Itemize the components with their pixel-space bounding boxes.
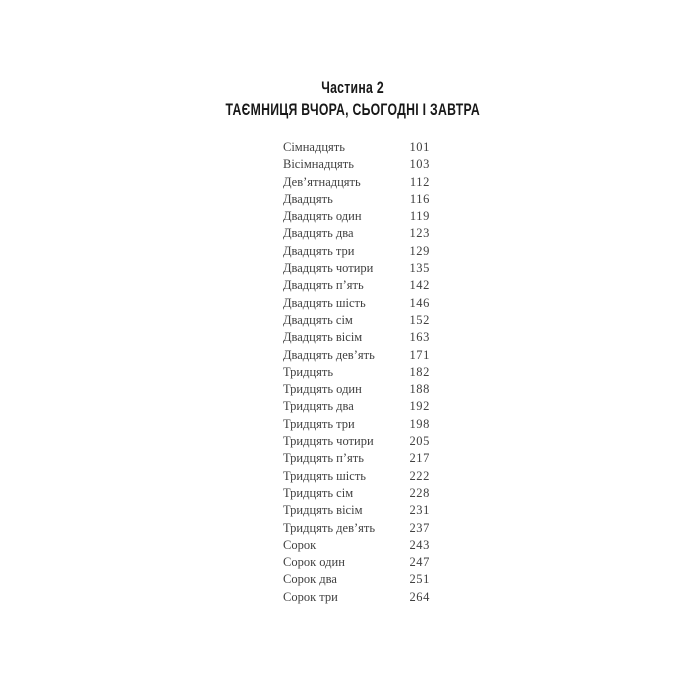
- toc-entry-page-number: 101: [409, 140, 430, 154]
- toc-entry-page-number: 112: [409, 174, 430, 189]
- toc-entry: [283, 571, 430, 588]
- toc-entry-title: Тридцять дев’ять: [283, 520, 376, 535]
- toc-entry-page-number: 251: [409, 572, 430, 587]
- toc-entry: [283, 225, 430, 242]
- toc-entry-page-number: 152: [409, 312, 430, 327]
- toc-entry: [283, 520, 430, 537]
- toc-entry-title: Сорок три: [283, 589, 338, 604]
- toc-entry-title: Двадцять дев’ять: [283, 347, 375, 362]
- part-header: [0, 77, 700, 120]
- toc-entry-title: Тридцять три: [283, 416, 355, 431]
- toc-entry: [283, 589, 430, 606]
- toc-entry: [283, 329, 430, 346]
- toc-entry-title: Тридцять: [283, 364, 334, 379]
- toc-entry: [283, 208, 430, 225]
- toc-entry-page-number: 228: [409, 485, 430, 500]
- toc-entry-title: Двадцять вісім: [283, 330, 363, 345]
- toc-entry-title: Тридцять чотири: [283, 434, 374, 449]
- toc-entry: [283, 450, 430, 467]
- toc-entry-title: Двадцять сім: [283, 312, 353, 327]
- toc-entry: [283, 277, 430, 294]
- toc-entry-page-number: 119: [409, 209, 430, 224]
- toc-entry: [283, 174, 430, 191]
- toc-entry-page-number: 146: [409, 295, 430, 310]
- toc-entry: [283, 312, 430, 329]
- toc-entry: [283, 347, 430, 364]
- toc-entry-title: Сімнадцять: [283, 140, 345, 154]
- toc-entry-page-number: 171: [409, 347, 430, 362]
- toc-entry-page-number: 222: [409, 468, 430, 483]
- toc-entry-page-number: 103: [409, 157, 430, 172]
- toc-list: [283, 139, 430, 606]
- toc-entry: [283, 537, 430, 554]
- toc-entry-title: Дев’ятнадцять: [283, 174, 361, 189]
- toc-entry-page-number: 129: [409, 243, 430, 258]
- toc-entry-title: Тридцять п’ять: [283, 451, 364, 466]
- toc-entry-page-number: 231: [409, 503, 430, 518]
- toc-entry: [283, 398, 430, 415]
- toc-entry-page-number: 198: [409, 416, 430, 431]
- part-title-line: [0, 99, 700, 121]
- toc-entry-page-number: 264: [409, 589, 430, 604]
- toc-entry-page-number: 188: [409, 382, 430, 397]
- toc-entry-page-number: 247: [409, 555, 430, 570]
- toc-entry-page-number: 142: [409, 278, 430, 293]
- toc-entry-title: Тридцять шість: [283, 468, 366, 483]
- toc-entry-title: Тридцять два: [283, 399, 354, 414]
- toc-entry-page-number: 205: [409, 434, 430, 449]
- toc-entry-page-number: 182: [409, 364, 430, 379]
- toc-entry: [283, 295, 430, 312]
- toc-entry-title: Сорок один: [283, 555, 345, 570]
- toc-entry-page-number: 163: [409, 330, 430, 345]
- toc-entry-title: Двадцять шість: [283, 295, 366, 310]
- toc-entry: [283, 416, 430, 433]
- toc-entry-page-number: 192: [409, 399, 430, 414]
- toc-entry-title: Двадцять чотири: [283, 261, 374, 276]
- toc-entry-title: Двадцять два: [283, 226, 354, 241]
- toc-entry: [283, 260, 430, 277]
- toc-entry: [283, 485, 430, 502]
- toc-entry: [283, 381, 430, 398]
- toc-entry-title: Двадцять один: [283, 209, 362, 224]
- toc-entry-title: Тридцять вісім: [283, 503, 363, 518]
- toc-entry-page-number: 217: [409, 451, 430, 466]
- toc-entry: [283, 139, 430, 156]
- toc-entry: [283, 502, 430, 519]
- toc-entry-page-number: 237: [409, 520, 430, 535]
- toc-entry-page-number: 135: [409, 261, 430, 276]
- toc-entry: [283, 156, 430, 173]
- toc-entry-title: Сорок два: [283, 572, 337, 587]
- toc-entry: [283, 191, 430, 208]
- toc-entry-page-number: 243: [409, 537, 430, 552]
- toc-entry-title: Двадцять три: [283, 243, 355, 258]
- toc-entry: [283, 468, 430, 485]
- toc-entry: [283, 554, 430, 571]
- part-label-line: [0, 77, 700, 99]
- toc-entry-page-number: 116: [409, 191, 430, 206]
- toc-entry-title: Сорок: [283, 537, 317, 552]
- part-title: ТАЄМНИЦЯ ВЧОРА, СЬОГОДНІ І ЗАВТРА: [225, 99, 481, 119]
- part-label: Частина 2: [321, 78, 385, 97]
- toc-entry-title: Тридцять сім: [283, 485, 354, 500]
- toc-entry-title: Тридцять один: [283, 382, 362, 397]
- toc-entry: [283, 433, 430, 450]
- toc-entry: [283, 243, 430, 260]
- toc-entry-title: Двадцять п’ять: [283, 278, 364, 293]
- toc-entry-page-number: 123: [409, 226, 430, 241]
- toc-entry-title: Двадцять: [283, 191, 333, 206]
- toc-entry: [283, 364, 430, 381]
- toc-entry-title: Вісімнадцять: [283, 157, 354, 172]
